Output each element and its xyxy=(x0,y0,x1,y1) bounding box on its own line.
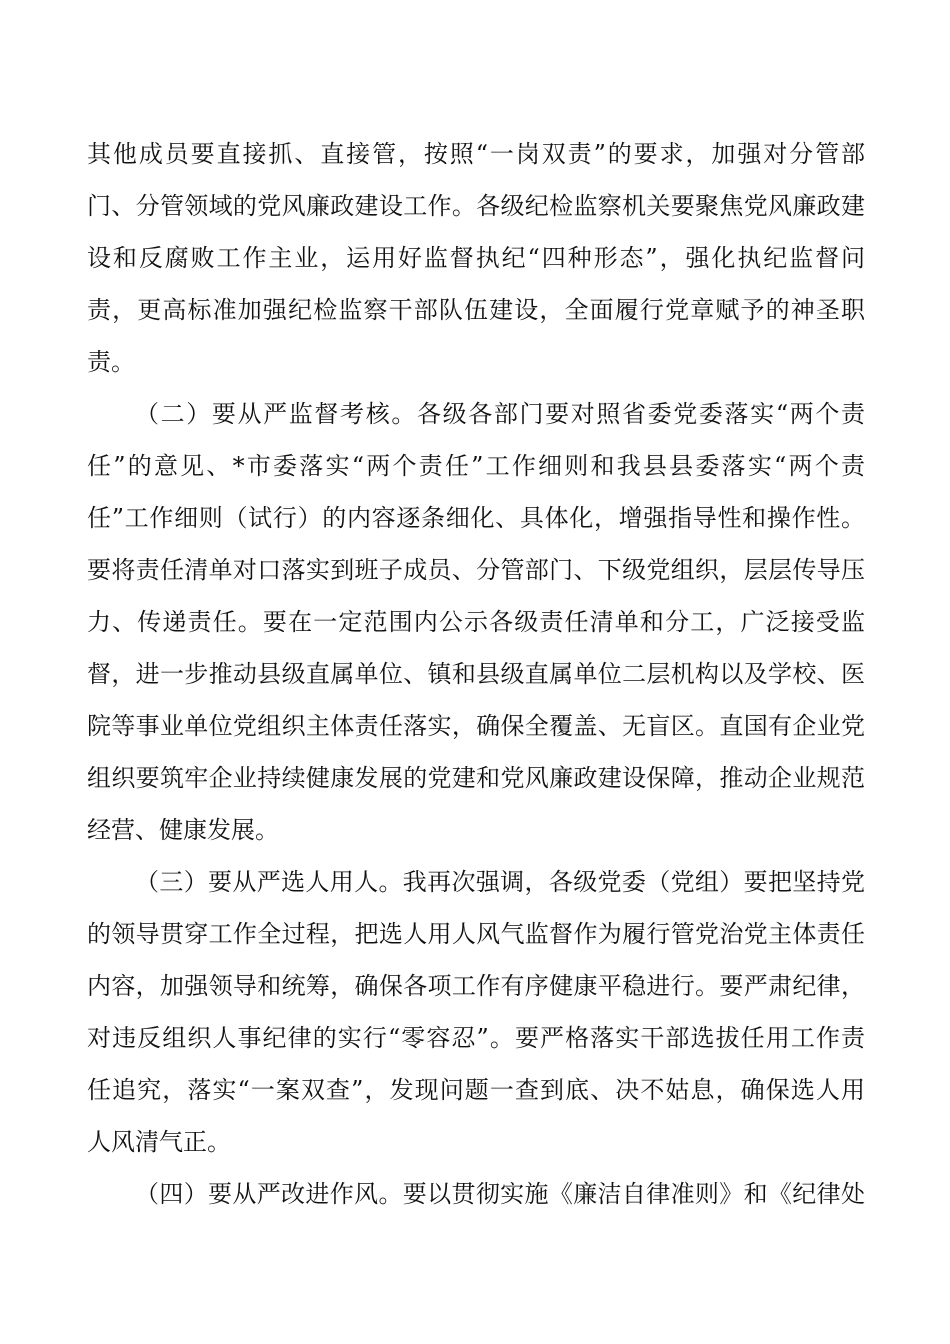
text-line: 督，进一步推动县级直属单位、镇和县级直属单位二层机构以及学校、医 xyxy=(87,660,865,688)
text-line: 对违反组织人事纪律的实行“零容忍”。要严格落实干部选拔任用工作责 xyxy=(87,1024,865,1052)
text-line: 任追究，落实“一案双查”，发现问题一查到底、决不姑息，确保选人用 xyxy=(87,1076,865,1104)
text-line: （三）要从严选人用人。我再次强调，各级党委（党组）要把坚持党 xyxy=(135,868,865,896)
text-line: 设和反腐败工作主业，运用好监督执纪“四种形态”，强化执纪监督问 xyxy=(87,244,865,272)
document-body xyxy=(87,128,865,1220)
text-line: 门、分管领域的党风廉政建设工作。各级纪检监察机关要聚焦党风廉政建 xyxy=(87,192,865,220)
text-line: 组织要筑牢企业持续健康发展的党建和党风廉政建设保障，推动企业规范 xyxy=(87,764,865,792)
text-line: 其他成员要直接抓、直接管，按照“一岗双责”的要求，加强对分管部 xyxy=(87,140,865,168)
text-line: 任”的意见、*市委落实“两个责任”工作细则和我县县委落实“两个责 xyxy=(87,452,865,480)
text-line: 力、传递责任。要在一定范围内公示各级责任清单和分工，广泛接受监 xyxy=(87,608,865,636)
text-line: 人风清气正。 xyxy=(87,1128,231,1156)
text-line: （二）要从严监督考核。各级各部门要对照省委党委落实“两个责 xyxy=(135,400,865,428)
text-line: 要将责任清单对口落实到班子成员、分管部门、下级党组织，层层传导压 xyxy=(87,556,865,584)
text-line: 内容，加强领导和统筹，确保各项工作有序健康平稳进行。要严肃纪律， xyxy=(87,972,865,1000)
paragraph-1 xyxy=(87,128,865,388)
text-line: 任”工作细则（试行）的内容逐条细化、具体化，增强指导性和操作性。 xyxy=(87,504,865,532)
paragraph-2 xyxy=(87,388,865,856)
paragraph-3 xyxy=(87,856,865,1168)
text-line: 责，更高标准加强纪检监察干部队伍建设，全面履行党章赋予的神圣职 xyxy=(87,296,865,324)
text-line: 院等事业单位党组织主体责任落实，确保全覆盖、无盲区。直国有企业党 xyxy=(87,712,865,740)
text-line: 经营、健康发展。 xyxy=(87,816,279,844)
paragraph-4 xyxy=(87,1168,865,1220)
text-line: 的领导贯穿工作全过程，把选人用人风气监督作为履行管党治党主体责任 xyxy=(87,920,865,948)
text-line: 责。 xyxy=(87,348,135,376)
text-line: （四）要从严改进作风。要以贯彻实施《廉洁自律准则》和《纪律处 xyxy=(135,1180,865,1208)
